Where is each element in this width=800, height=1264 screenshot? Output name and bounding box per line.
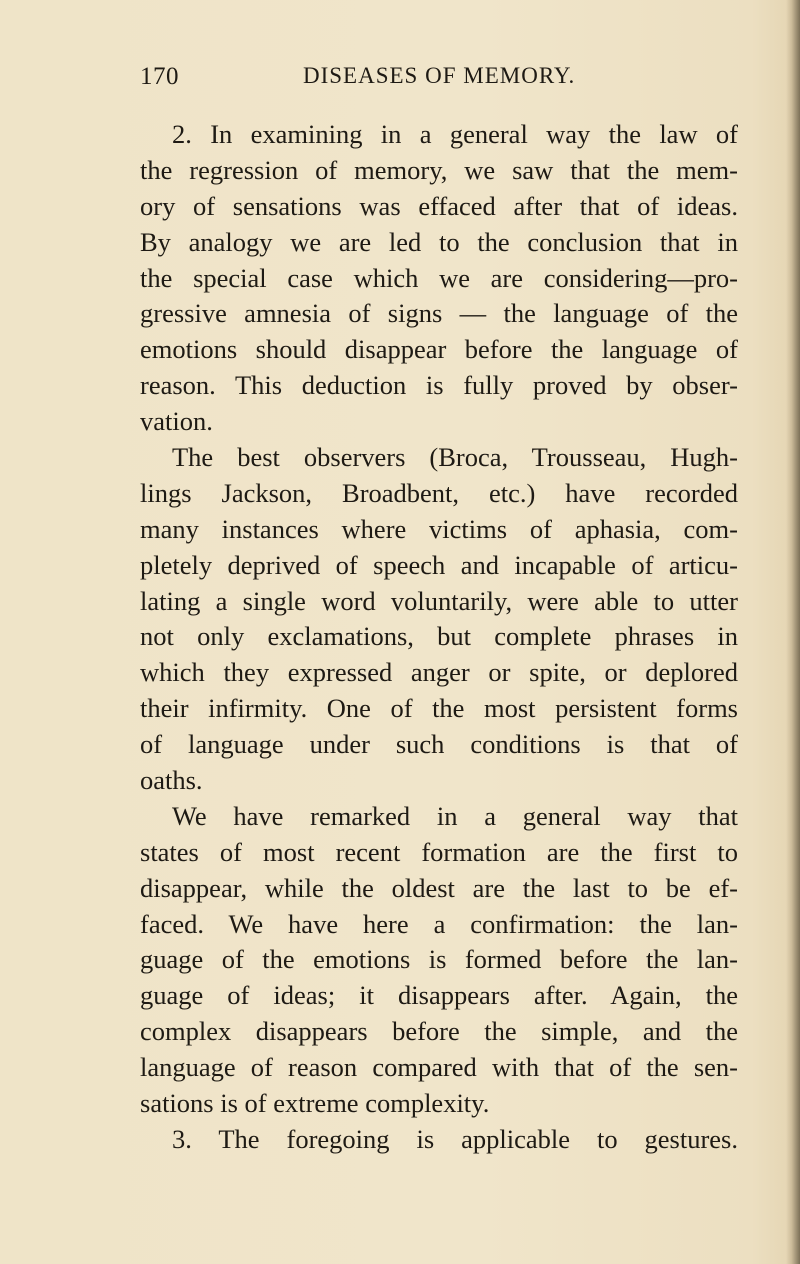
page-header xyxy=(140,63,750,97)
text-line: The best observers (Broca, Trousseau, Hugh- xyxy=(172,442,738,473)
text-line: We have remarked in a general way that xyxy=(172,800,738,831)
text-line: vation. xyxy=(140,406,213,437)
text-line: guage of the emotions is formed before the lan- xyxy=(140,944,738,975)
text-line: which they expressed anger or spite, or deplored xyxy=(140,657,738,688)
text-line: of language under such conditions is that of xyxy=(140,729,738,760)
running-head: DISEASES OF MEMORY. xyxy=(303,63,576,88)
text-line: language of reason compared with that of the sen- xyxy=(140,1052,738,1083)
text-line: complex disappears before the simple, and the xyxy=(140,1016,738,1047)
text-line: guage of ideas; it disappears after. Again, the xyxy=(140,980,738,1011)
text-line: sations is of extreme complexity. xyxy=(140,1088,490,1119)
text-line: lating a single word voluntarily, were able to utter xyxy=(140,585,738,616)
text-line: emotions should disappear before the language of xyxy=(140,334,738,365)
text-line: disappear, while the oldest are the last to be ef- xyxy=(140,872,738,903)
text-line: oaths. xyxy=(140,765,203,796)
text-line: the regression of memory, we saw that the mem- xyxy=(140,154,738,185)
text-line: states of most recent formation are the first to xyxy=(140,836,738,867)
text-line: faced. We have here a confirmation: the lan- xyxy=(140,908,738,939)
text-line: the special case which we are considering—pro- xyxy=(140,262,738,293)
text-line: ory of sensations was effaced after that of ideas. xyxy=(140,190,738,221)
text-line: 2. In examining in a general way the law of xyxy=(172,119,738,149)
text-line: pletely deprived of speech and incapable of articu- xyxy=(140,549,738,580)
text-line: lings Jackson, Broadbent, etc.) have recorded xyxy=(140,477,738,508)
page-number: 170 xyxy=(140,63,179,90)
body-text xyxy=(140,117,738,1158)
page-edge-shadow xyxy=(786,0,800,1264)
text-line: many instances where victims of aphasia, com- xyxy=(140,513,738,544)
text-line: 3. The foregoing is applicable to gestures. xyxy=(172,1123,738,1154)
text-line: not only exclamations, but complete phrases in xyxy=(140,621,738,652)
text-line: their infirmity. One of the most persistent forms xyxy=(140,693,738,724)
text-line: By analogy we are led to the conclusion that in xyxy=(140,226,738,257)
text-line: gressive amnesia of signs — the language of the xyxy=(140,298,738,329)
text-line: reason. This deduction is fully proved by obser- xyxy=(140,370,738,401)
